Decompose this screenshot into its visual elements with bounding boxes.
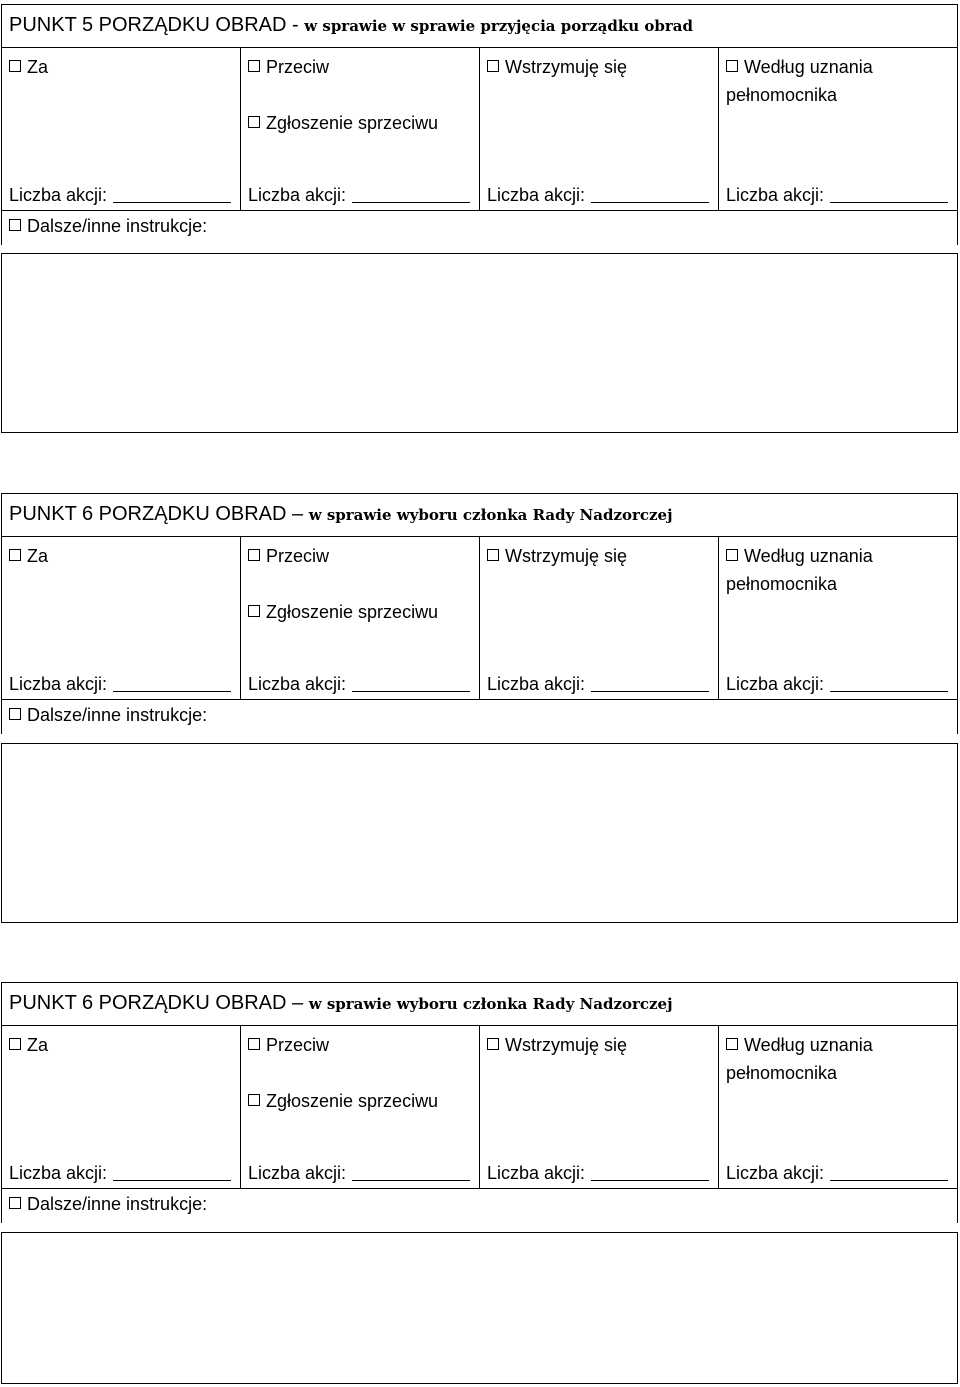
vote-for-option[interactable]	[9, 53, 48, 81]
checkbox-icon[interactable]	[9, 549, 21, 561]
instructions-label: Dalsze/inne instrukcje:	[27, 216, 208, 236]
vote-discretion-cell	[719, 1026, 958, 1189]
vote-abstain-option[interactable]	[487, 1031, 627, 1059]
share-count-blank[interactable]	[352, 1164, 470, 1181]
share-count-field	[726, 1163, 948, 1184]
checkbox-icon[interactable]	[248, 60, 260, 72]
vote-discretion-cell	[719, 537, 958, 700]
vote-against-option[interactable]	[248, 53, 329, 81]
vote-discretion-label-line2: pełnomocnika	[726, 574, 838, 594]
instructions-label-row[interactable]	[1, 1187, 958, 1223]
share-count-label: Liczba akcji:	[726, 185, 825, 205]
checkbox-icon[interactable]	[248, 116, 260, 128]
vote-discretion-label-cont	[726, 81, 837, 109]
instructions-label: Dalsze/inne instrukcje:	[27, 705, 208, 725]
share-count-field	[487, 185, 709, 206]
vote-against-cell	[241, 1026, 480, 1189]
section-title-subject: w sprawie w sprawie przyjęcia porządku obrad	[304, 17, 693, 35]
instructions-textarea[interactable]	[1, 743, 958, 923]
instructions-label-row[interactable]	[1, 698, 958, 734]
vote-abstain-cell	[480, 1026, 719, 1189]
section-title-subject: w sprawie wyboru członka Rady Nadzorczej	[308, 995, 673, 1013]
checkbox-icon[interactable]	[9, 60, 21, 72]
instructions-label-row[interactable]	[1, 209, 958, 245]
vote-options-table	[1, 47, 958, 211]
objection-label: Zgłoszenie sprzeciwu	[266, 1091, 439, 1111]
section-title-main: PUNKT 5 PORZĄDKU OBRAD -	[9, 14, 305, 36]
instructions-label: Dalsze/inne instrukcje:	[27, 1194, 208, 1214]
share-count-blank[interactable]	[591, 186, 709, 203]
objection-option[interactable]	[248, 598, 438, 626]
section-title-subject: w sprawie wyboru członka Rady Nadzorczej	[308, 506, 673, 524]
checkbox-icon[interactable]	[9, 219, 21, 231]
instructions-option[interactable]	[9, 216, 207, 237]
checkbox-icon[interactable]	[726, 549, 738, 561]
share-count-label: Liczba akcji:	[248, 185, 347, 205]
section-title	[9, 503, 673, 526]
share-count-blank[interactable]	[591, 675, 709, 692]
objection-label: Zgłoszenie sprzeciwu	[266, 113, 439, 133]
vote-discretion-label-cont	[726, 1059, 837, 1087]
share-count-label: Liczba akcji:	[9, 1163, 108, 1183]
section-title-main: PUNKT 6 PORZĄDKU OBRAD –	[9, 503, 309, 525]
vote-for-option[interactable]	[9, 542, 48, 570]
checkbox-icon[interactable]	[487, 549, 499, 561]
share-count-field	[726, 185, 948, 206]
vote-against-label: Przeciw	[266, 57, 330, 77]
vote-against-label: Przeciw	[266, 546, 330, 566]
vote-discretion-option[interactable]	[726, 1031, 873, 1059]
vote-for-cell	[2, 48, 241, 211]
vote-for-label: Za	[27, 57, 49, 77]
share-count-field	[9, 185, 231, 206]
share-count-blank[interactable]	[830, 1164, 948, 1181]
share-count-field	[726, 674, 948, 695]
vote-against-option[interactable]	[248, 1031, 329, 1059]
vote-discretion-label: Według uznania	[744, 57, 873, 77]
share-count-blank[interactable]	[352, 186, 470, 203]
share-count-label: Liczba akcji:	[487, 185, 586, 205]
section-title-row	[1, 493, 958, 537]
share-count-blank[interactable]	[830, 675, 948, 692]
share-count-blank[interactable]	[113, 1164, 231, 1181]
vote-abstain-cell	[480, 48, 719, 211]
vote-options-table	[1, 536, 958, 700]
vote-for-cell	[2, 1026, 241, 1189]
section-title-row	[1, 982, 958, 1026]
vote-abstain-cell	[480, 537, 719, 700]
vote-for-label: Za	[27, 546, 49, 566]
checkbox-icon[interactable]	[9, 1038, 21, 1050]
objection-option[interactable]	[248, 109, 438, 137]
vote-discretion-label-line2: pełnomocnika	[726, 85, 838, 105]
vote-against-label: Przeciw	[266, 1035, 330, 1055]
share-count-label: Liczba akcji:	[9, 185, 108, 205]
share-count-field	[487, 674, 709, 695]
share-count-field	[248, 1163, 470, 1184]
share-count-label: Liczba akcji:	[726, 1163, 825, 1183]
vote-abstain-option[interactable]	[487, 53, 627, 81]
vote-discretion-option[interactable]	[726, 53, 873, 81]
share-count-blank[interactable]	[113, 186, 231, 203]
instructions-textarea[interactable]	[1, 253, 958, 433]
share-count-field	[248, 674, 470, 695]
section-title	[9, 14, 693, 37]
vote-for-option[interactable]	[9, 1031, 48, 1059]
checkbox-icon[interactable]	[248, 605, 260, 617]
share-count-label: Liczba akcji:	[9, 674, 108, 694]
share-count-field	[9, 1163, 231, 1184]
share-count-field	[248, 185, 470, 206]
vote-discretion-cell	[719, 48, 958, 211]
checkbox-icon[interactable]	[9, 708, 21, 720]
vote-against-cell	[241, 48, 480, 211]
vote-discretion-label: Według uznania	[744, 546, 873, 566]
vote-discretion-label-line2: pełnomocnika	[726, 1063, 838, 1083]
section-title-row	[1, 4, 958, 48]
share-count-label: Liczba akcji:	[248, 674, 347, 694]
instructions-textarea[interactable]	[1, 1232, 958, 1384]
checkbox-icon[interactable]	[487, 60, 499, 72]
vote-discretion-label: Według uznania	[744, 1035, 873, 1055]
instructions-option[interactable]	[9, 705, 207, 726]
checkbox-icon[interactable]	[248, 1038, 260, 1050]
instructions-option[interactable]	[9, 1194, 207, 1215]
share-count-label: Liczba akcji:	[487, 674, 586, 694]
vote-discretion-option[interactable]	[726, 542, 873, 570]
objection-option[interactable]	[248, 1087, 438, 1115]
share-count-blank[interactable]	[113, 675, 231, 692]
vote-discretion-label-cont	[726, 570, 837, 598]
share-count-label: Liczba akcji:	[487, 1163, 586, 1183]
vote-for-cell	[2, 537, 241, 700]
vote-abstain-label: Wstrzymuję się	[505, 1035, 628, 1055]
checkbox-icon[interactable]	[487, 1038, 499, 1050]
share-count-field	[9, 674, 231, 695]
vote-abstain-option[interactable]	[487, 542, 627, 570]
vote-abstain-label: Wstrzymuję się	[505, 546, 628, 566]
share-count-label: Liczba akcji:	[248, 1163, 347, 1183]
checkbox-icon[interactable]	[726, 60, 738, 72]
share-count-blank[interactable]	[830, 186, 948, 203]
vote-abstain-label: Wstrzymuję się	[505, 57, 628, 77]
vote-for-label: Za	[27, 1035, 49, 1055]
share-count-blank[interactable]	[591, 1164, 709, 1181]
vote-against-option[interactable]	[248, 542, 329, 570]
objection-label: Zgłoszenie sprzeciwu	[266, 602, 439, 622]
checkbox-icon[interactable]	[248, 549, 260, 561]
checkbox-icon[interactable]	[248, 1094, 260, 1106]
checkbox-icon[interactable]	[726, 1038, 738, 1050]
checkbox-icon[interactable]	[9, 1197, 21, 1209]
section-title	[9, 992, 673, 1015]
section-title-main: PUNKT 6 PORZĄDKU OBRAD –	[9, 992, 309, 1014]
vote-options-table	[1, 1025, 958, 1189]
vote-against-cell	[241, 537, 480, 700]
share-count-blank[interactable]	[352, 675, 470, 692]
share-count-field	[487, 1163, 709, 1184]
share-count-label: Liczba akcji:	[726, 674, 825, 694]
